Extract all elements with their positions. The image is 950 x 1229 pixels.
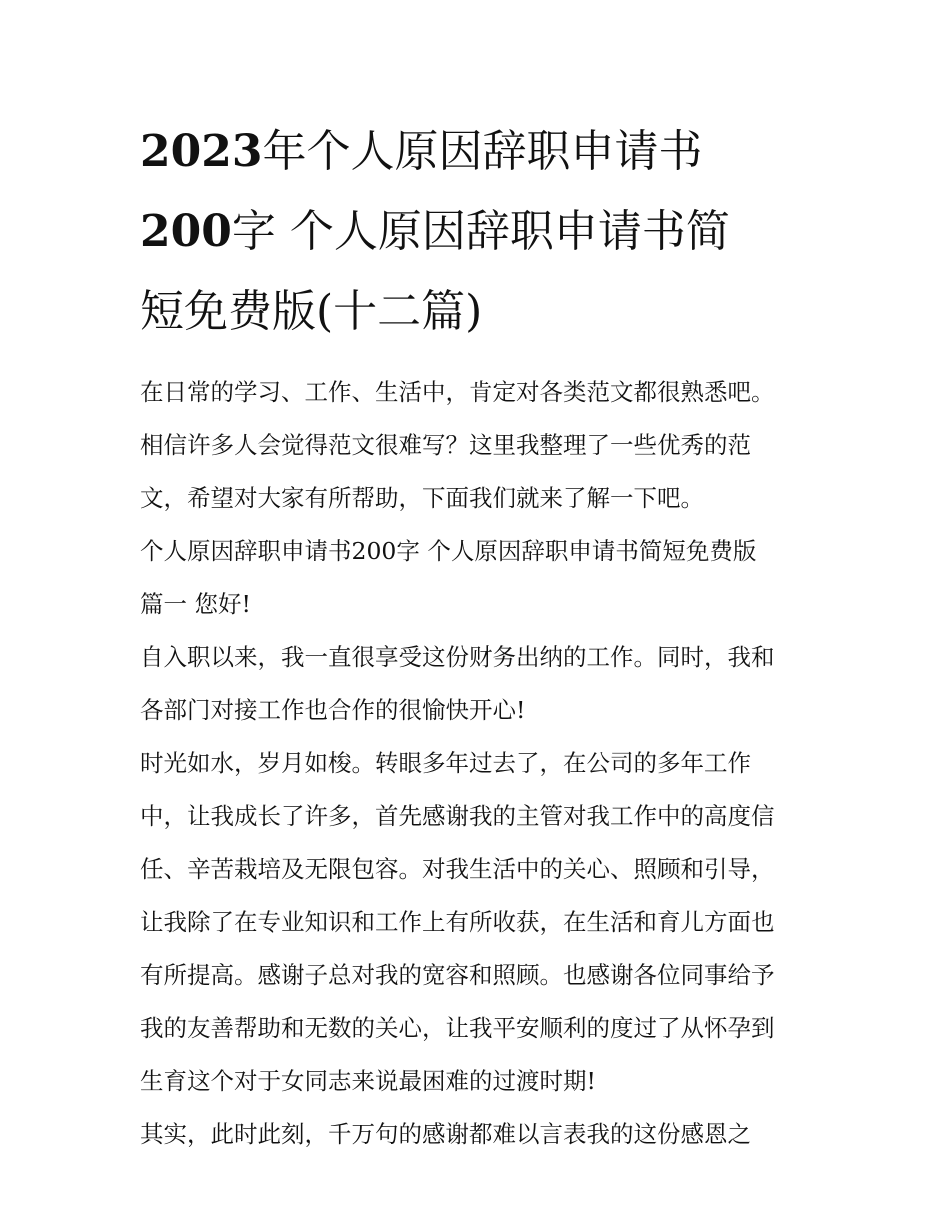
paragraph-body — [140, 631, 820, 737]
text-line: 文，希望对大家有所帮助，下面我们就来了解一下吧。 — [140, 484, 704, 512]
title-number: 200 — [140, 206, 232, 257]
text-line: 在日常的学习、工作、生活中，肯定对各类范文都很熟悉吧。 — [140, 378, 775, 406]
text-line: 相信许多人会觉得范文很难写？这里我整理了一些优秀的范 — [140, 431, 751, 459]
text-line: 让我除了在专业知识和工作上有所收获，在生活和育儿方面也 — [140, 908, 775, 936]
document-title — [140, 112, 820, 352]
title-line — [140, 272, 820, 352]
text-line: 生育这个对于女同志来说最困难的过渡时期! — [140, 1067, 596, 1095]
text-line: 个人原因辞职申请书200字 个人原因辞职申请书简短免费版 — [140, 537, 757, 565]
title-text: 年个人原因辞职申请书 — [262, 126, 703, 177]
text-line: 其实，此时此刻，千万句的感谢都难以言表我的这份感恩之 — [140, 1120, 751, 1148]
text-line: 任、辛苦栽培及无限包容。对我生活中的关心、照顾和引导， — [140, 855, 775, 883]
text-line: 有所提高。感谢子总对我的宽容和照顾。也感谢各位同事给予 — [140, 961, 775, 989]
text-line: 篇一 您好! — [140, 590, 251, 618]
paragraph-body — [140, 1108, 820, 1161]
title-line — [140, 192, 820, 272]
text-line: 我的友善帮助和无数的关心，让我平安顺利的度过了从怀孕到 — [140, 1014, 775, 1042]
title-text: 字 个人原因辞职申请书简 — [231, 206, 730, 257]
text-line: 各部门对接工作也合作的很愉快开心! — [140, 696, 526, 724]
title-number: 2023 — [140, 126, 263, 177]
text-line: 自入职以来，我一直很享受这份财务出纳的工作。同时，我和 — [140, 643, 775, 671]
paragraph-heading — [140, 525, 820, 631]
document-content — [140, 112, 820, 1161]
text-line: 时光如水，岁月如梭。转眼多年过去了，在公司的多年工作 — [140, 749, 751, 777]
paragraph-intro — [140, 366, 820, 525]
title-line — [140, 112, 820, 192]
title-text: 短免费版(十二篇) — [140, 286, 483, 337]
paragraph-body — [140, 737, 820, 1108]
text-line: 中，让我成长了许多，首先感谢我的主管对我工作中的高度信 — [140, 802, 775, 830]
document-body — [140, 366, 820, 1161]
